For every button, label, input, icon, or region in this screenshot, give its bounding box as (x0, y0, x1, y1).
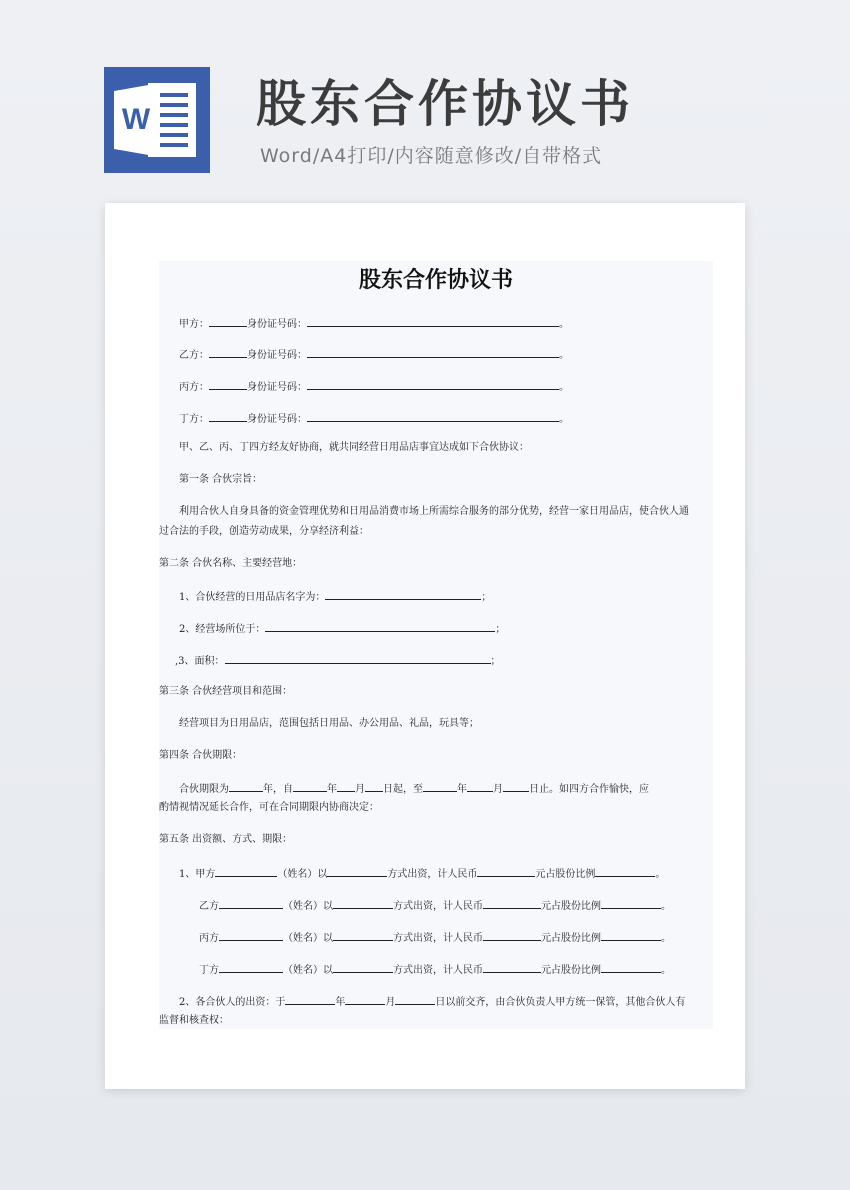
party-row: 丙方： 身份证号码： 。 (179, 379, 569, 395)
contribution-row: 丙方 （姓名）以 方式出资，计人民币 元占股份比例 。 (199, 930, 671, 946)
party-row: 丁方： 身份证号码： 。 (179, 411, 569, 427)
document-page (105, 203, 745, 1089)
article-4-heading: 第四条 合伙期限： (159, 750, 243, 761)
contribution-row: 丁方 （姓名）以 方式出资，计人民币 元占股份比例 。 (199, 962, 671, 978)
page-title: 股东合作协议书 (256, 75, 634, 133)
document-title: 股东合作协议书 (358, 268, 513, 293)
article-1-text: 利用合伙人自身具备的资金管理优势和日用品消费市场上所需综合服务的部分优势，经营一家日用品店，使合伙人通 (179, 506, 689, 517)
page-subtitle: Word/A4打印/内容随意修改/自带格式 (260, 145, 603, 167)
contribution-row: 1、甲方 （姓名）以 方式出资，计人民币 元占股份比例 。 (179, 866, 665, 882)
contribution-row: 乙方 （姓名）以 方式出资，计人民币 元占股份比例 。 (199, 898, 671, 914)
article-2-item: 1、合伙经营的日用品店名字为： ； (179, 589, 491, 605)
article-4-text: 酌情视情况延长合作，可在合同期限内协商决定： (159, 802, 379, 813)
article-4-text: 合伙期限为 年，自 年 月 日起，至 年 月 日止。如四方合作愉快，应 (179, 781, 649, 797)
party-row: 甲方： 身份证号码： 。 (179, 316, 569, 332)
article-3-text: 经营项目为日用品店，范围包括日用品、办公用品、礼品，玩具等； (179, 718, 479, 729)
article-2-item: ,3、面积： ； (175, 653, 501, 669)
intro-text: 甲、乙、丙、丁四方经友好协商，就共同经营日用品店事宜达成如下合伙协议： (179, 442, 529, 453)
article-1-text: 过合法的手段，创造劳动成果，分享经济利益： (159, 526, 369, 537)
article-1-heading: 第一条 合伙宗旨： (179, 474, 263, 485)
article-2-item: 2、经营场所位于： ； (179, 621, 505, 637)
word-icon (104, 67, 210, 173)
party-row: 乙方： 身份证号码： 。 (179, 347, 569, 363)
article-2-heading: 第二条 合伙名称、主要经营地： (159, 558, 303, 569)
article-5-heading: 第五条 出资额、方式、期限： (159, 834, 293, 845)
article-5-item: 监督和核查权： (159, 1015, 229, 1026)
article-5-item: 2、各合伙人的出资：于 年 月 日以前交齐，由合伙负责人甲方统一保管，其他合伙人有 (179, 994, 685, 1010)
document-body (159, 261, 713, 1029)
svg-text:W: W (121, 103, 151, 136)
article-3-heading: 第三条 合伙经营项目和范围： (159, 686, 293, 697)
